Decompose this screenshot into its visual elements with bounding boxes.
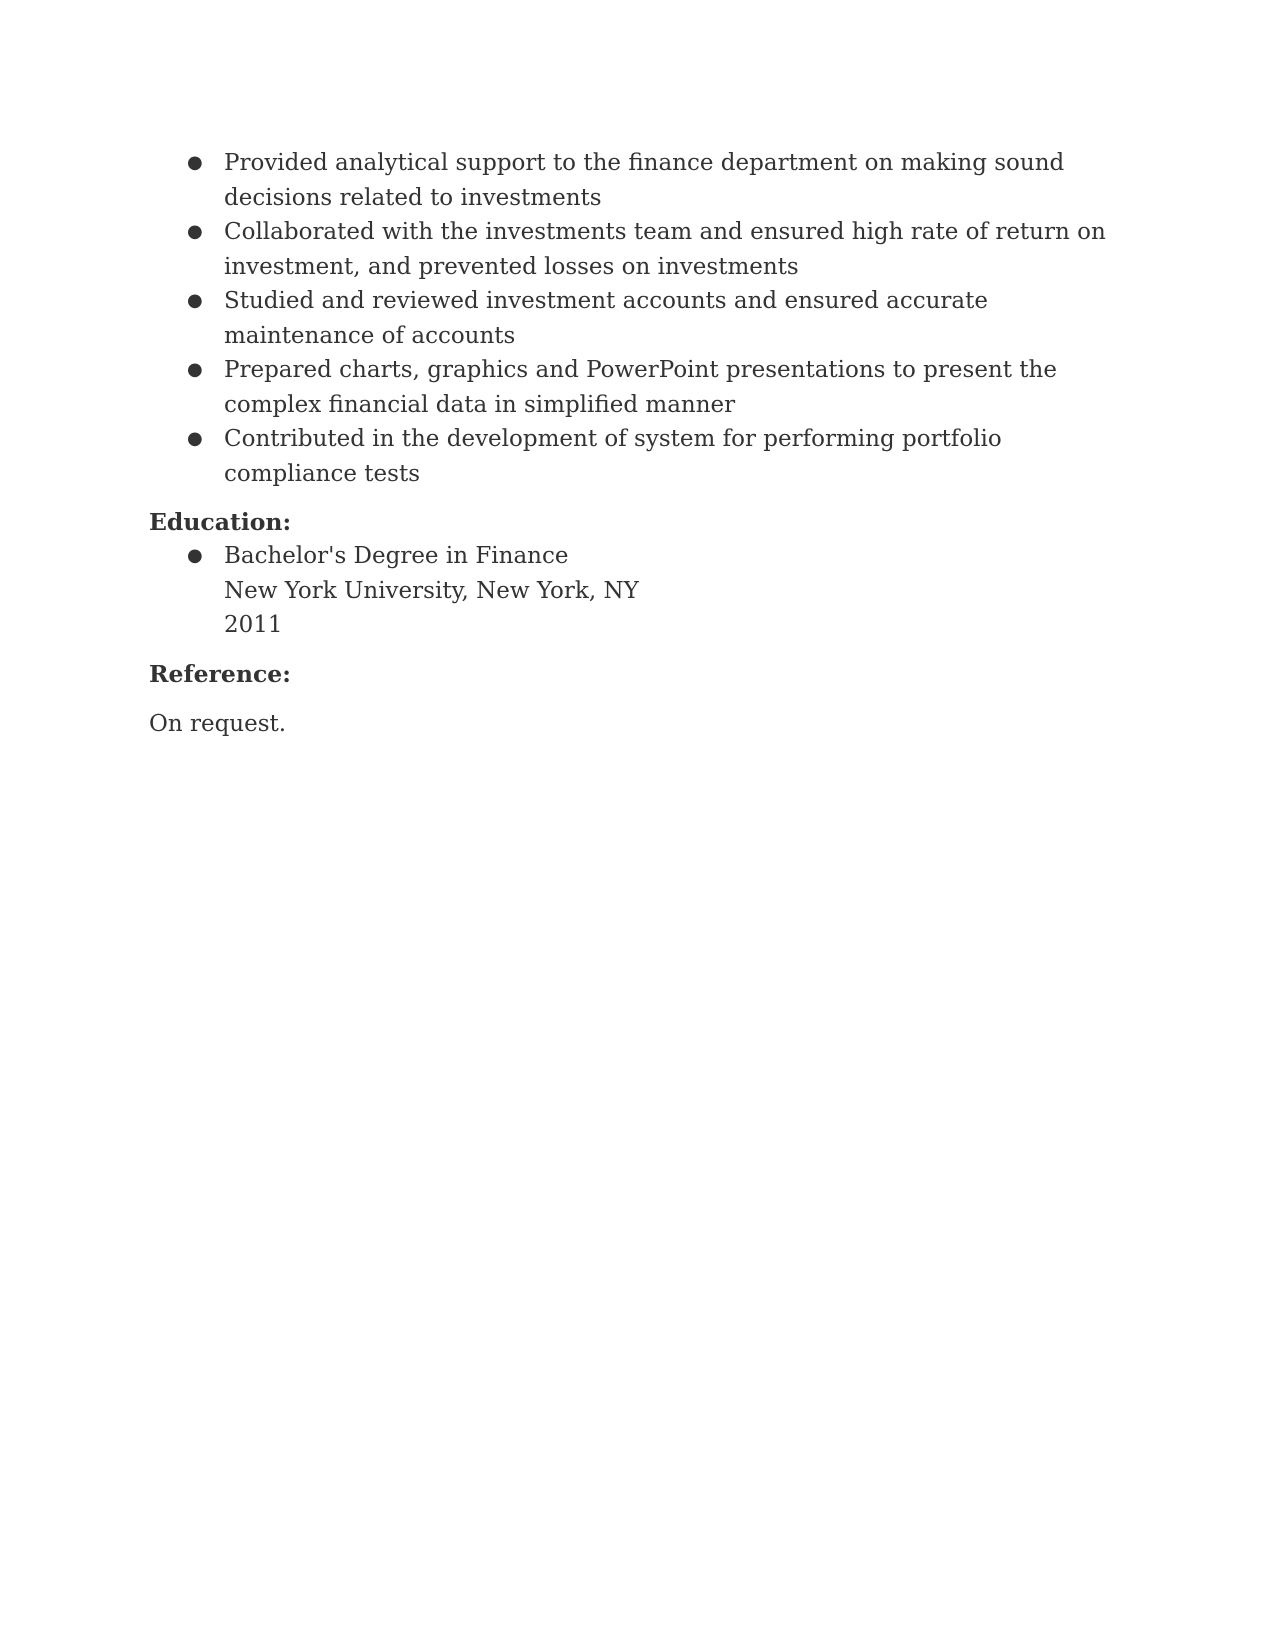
reference-heading: Reference:	[149, 659, 291, 688]
bullet-icon: ●	[187, 152, 203, 173]
list-item	[149, 422, 1119, 491]
list-item	[149, 284, 1119, 353]
list-item	[149, 353, 1119, 422]
list-item	[149, 146, 1119, 215]
reference-text: On request.	[149, 710, 287, 737]
list-item	[149, 215, 1119, 284]
bullet-text: Provided analytical support to the finance department on making sound decisions related to investments	[224, 150, 1065, 211]
bullet-text: Collaborated with the investments team and ensured high rate of return on investment, and prevented losses on investments	[224, 219, 1106, 280]
graduation-year: 2011	[224, 612, 283, 638]
bullet-icon: ●	[187, 290, 203, 311]
bullet-icon: ●	[187, 428, 203, 449]
bullet-icon: ●	[187, 221, 203, 242]
education-heading: Education:	[149, 508, 292, 536]
bullet-text: Contributed in the development of system for performing portfolio compliance tests	[224, 426, 1002, 487]
school-text: New York University, New York, NY	[224, 577, 639, 604]
list-item	[149, 539, 1119, 643]
bullet-text: Studied and reviewed investment accounts and ensured accurate maintenance of accounts	[224, 288, 988, 349]
bullet-text: Prepared charts, graphics and PowerPoint presentations to present the complex financial data in simplified manner	[224, 357, 1057, 418]
degree-text: Bachelor's Degree in Finance	[224, 543, 569, 569]
bullet-icon: ●	[187, 359, 203, 380]
bullet-icon: ●	[187, 545, 203, 566]
resume-content	[149, 146, 1119, 741]
experience-bullet-list	[149, 146, 1119, 491]
education-list	[149, 539, 1119, 643]
